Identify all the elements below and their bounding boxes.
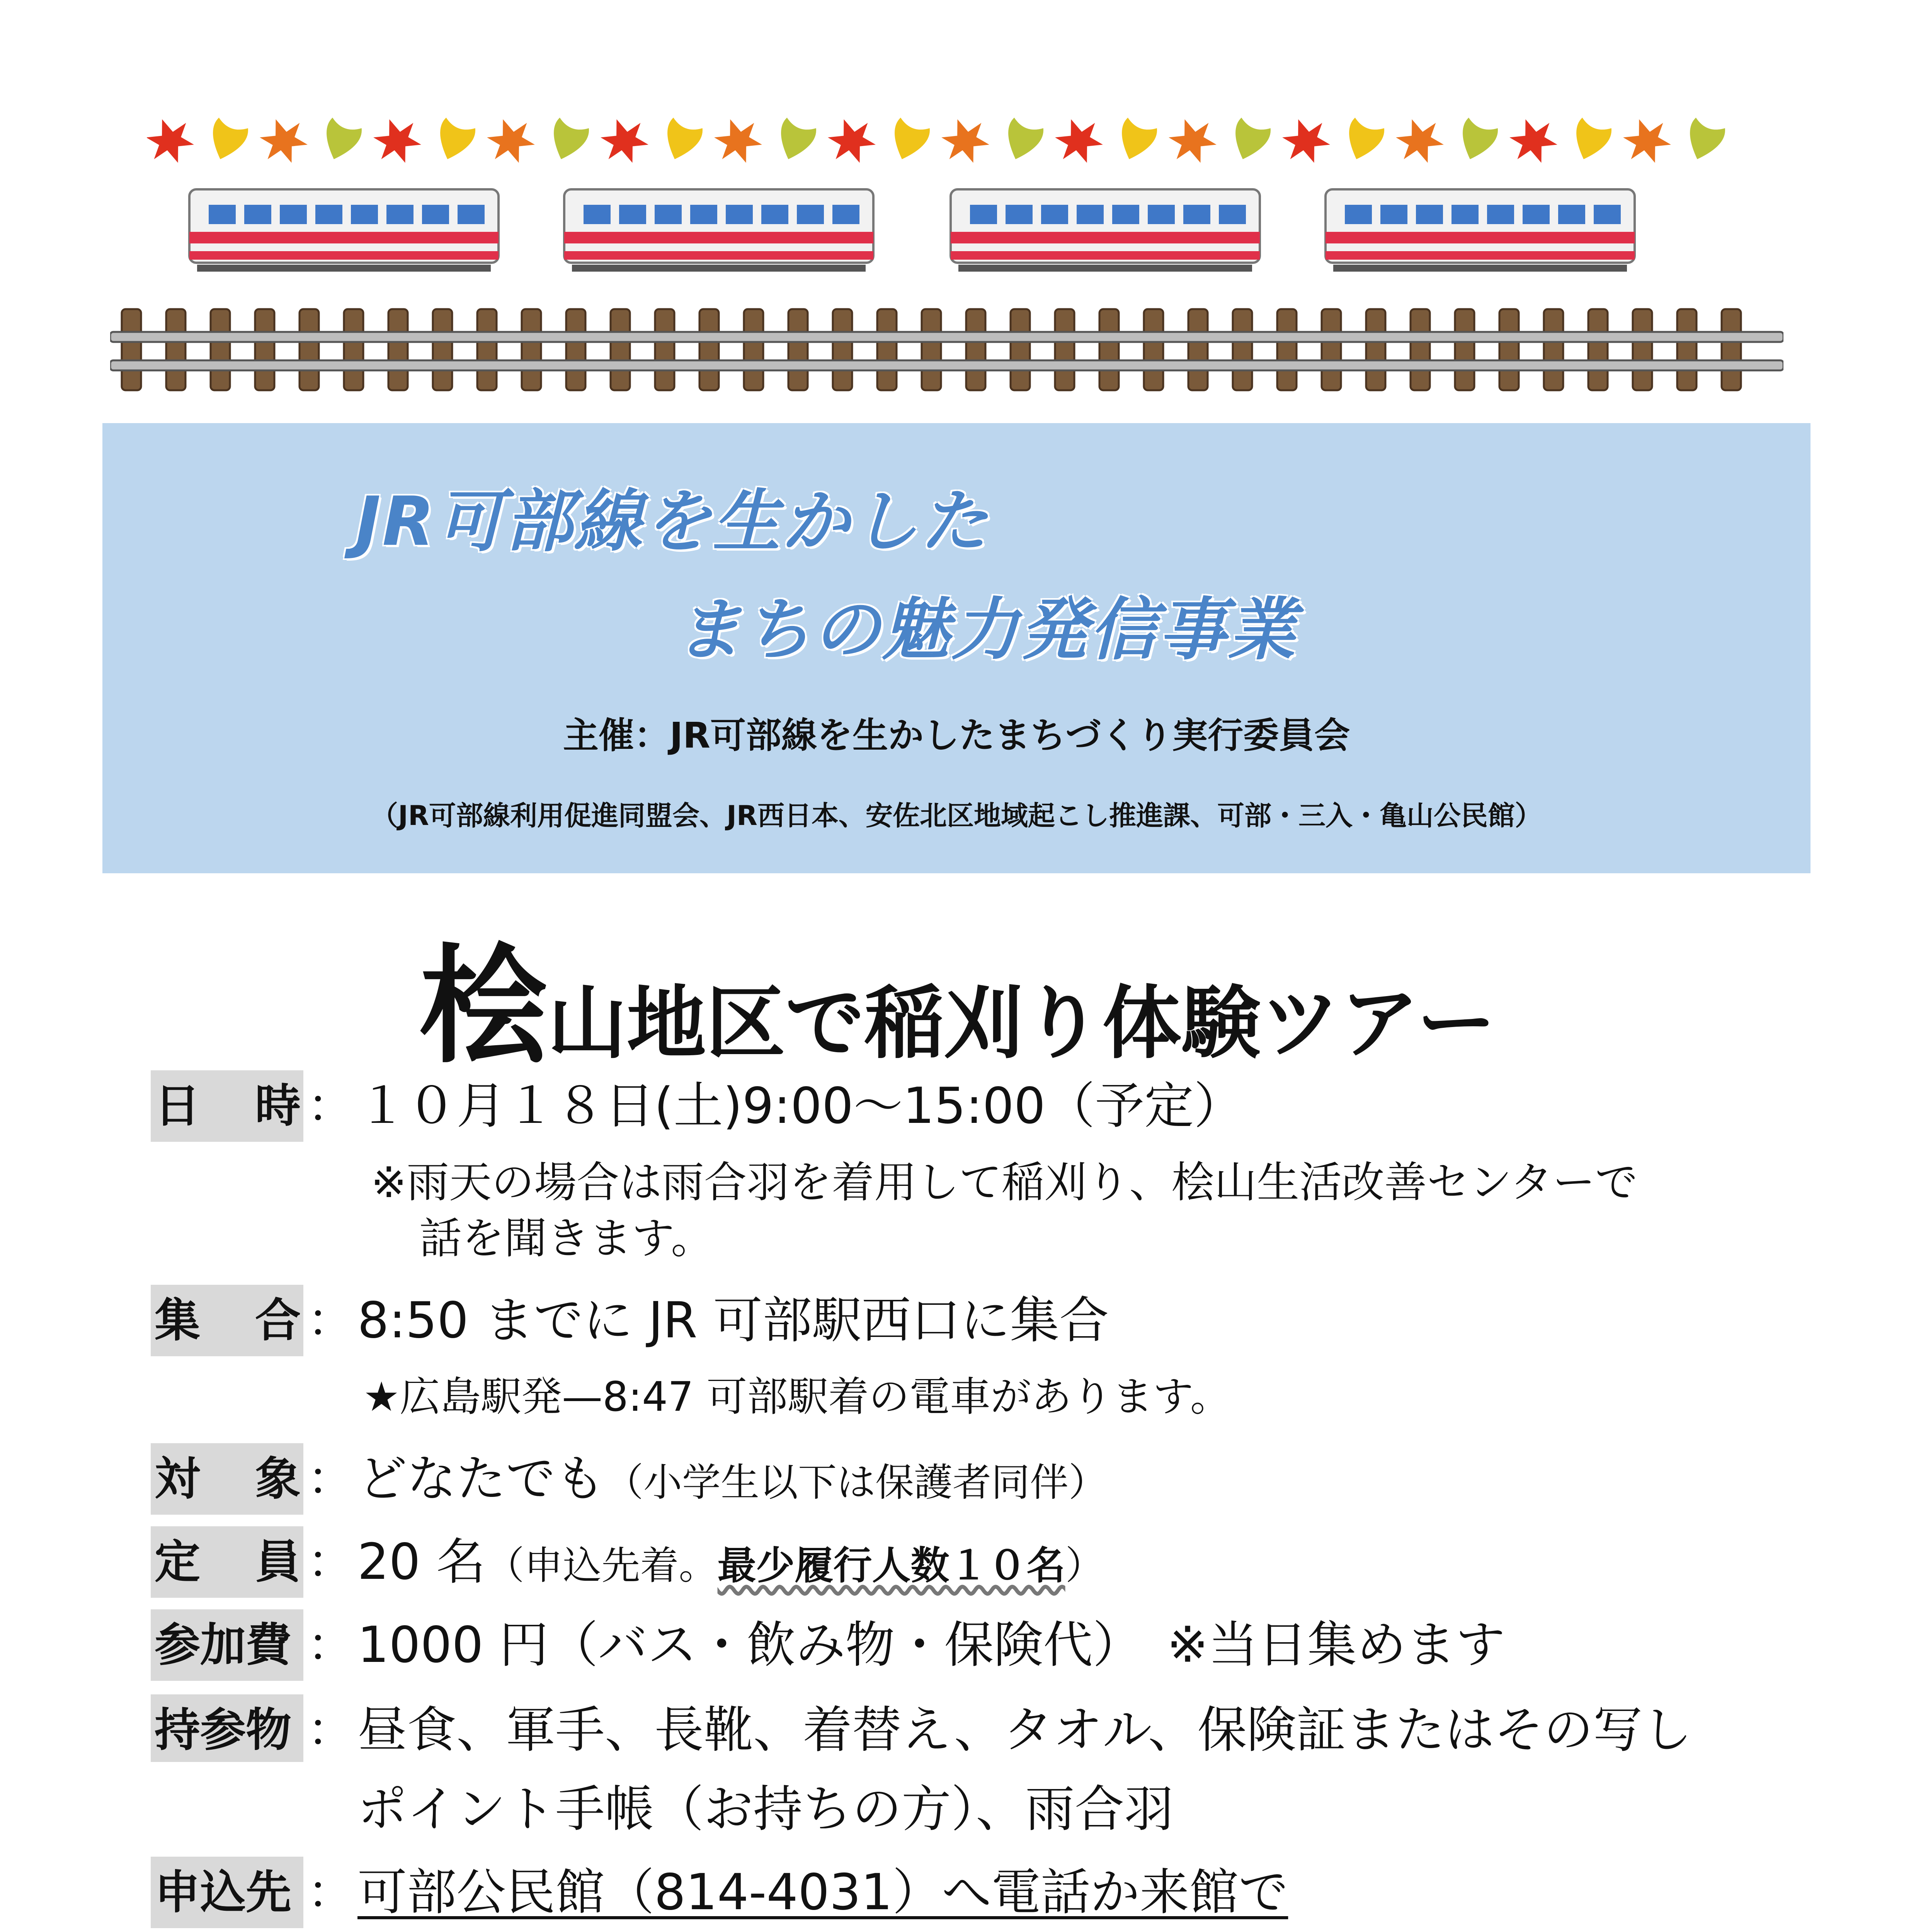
leaf-icon bbox=[1392, 112, 1448, 170]
leaf-icon bbox=[545, 117, 591, 165]
leaf-icon bbox=[147, 112, 198, 170]
rain-note-cont: 話を聞きます。 bbox=[419, 1214, 714, 1263]
colon: ： bbox=[307, 1294, 354, 1347]
train-illustration bbox=[947, 182, 1264, 274]
date-value: １０月１８日(土)9:00～15:00（予定） bbox=[357, 1077, 1244, 1135]
leaf-icon bbox=[1454, 117, 1500, 165]
capacity-value: 20 名（申込先着。最少履行人数１０名） bbox=[357, 1533, 1104, 1591]
target-value: どなたでも（小学生以下は保護者同伴） bbox=[357, 1450, 1108, 1508]
label-target: 対 象 bbox=[151, 1443, 303, 1515]
label-capacity: 定 員 bbox=[151, 1526, 303, 1598]
leaf-icon bbox=[1113, 117, 1159, 165]
leaf-icon bbox=[659, 117, 704, 165]
leaf-icon bbox=[1619, 112, 1675, 170]
meet-value: 8:50 までに JR 可部駅西口に集合 bbox=[357, 1292, 1109, 1349]
label-items: 持参物 bbox=[151, 1694, 303, 1762]
leaf-icon bbox=[431, 117, 477, 165]
leaf-icon bbox=[597, 112, 652, 170]
fee-value: 1000 円（バス・飲み物・保険代） ※当日集めます bbox=[357, 1616, 1505, 1674]
colon: ： bbox=[307, 1618, 354, 1672]
leaf-icon bbox=[1227, 117, 1273, 165]
leaf-icon bbox=[886, 117, 932, 165]
colon: ： bbox=[307, 1079, 354, 1133]
event-title bbox=[0, 904, 1916, 1087]
autumn-leaves-decoration bbox=[147, 108, 1731, 174]
leaf-icon bbox=[1506, 112, 1561, 170]
title-rest: 山地区で稲刈り体験ツアー bbox=[548, 978, 1496, 1070]
leaf-icon bbox=[256, 112, 311, 170]
colon: ： bbox=[307, 1866, 354, 1919]
leaf-icon bbox=[710, 112, 766, 170]
leaf-icon bbox=[824, 112, 880, 170]
leaf-icon bbox=[1681, 117, 1727, 165]
header-banner bbox=[102, 423, 1811, 873]
member-organizations: （JR可部線利用促進同盟会、JR西日本、安佐北区地域起こし推進課、可部・三入・亀山公民館） bbox=[371, 800, 1542, 832]
project-title-line2: まちの魅力発信事業 bbox=[674, 591, 1297, 669]
label-meet: 集 合 bbox=[151, 1285, 303, 1356]
apply-value: 可部公民館（814-4031）へ電話か来館で bbox=[357, 1864, 1288, 1921]
label-date: 日 時 bbox=[151, 1070, 303, 1142]
leaf-icon bbox=[1051, 112, 1107, 170]
colon: ： bbox=[307, 1535, 354, 1589]
leaf-icon bbox=[938, 112, 993, 170]
leaf-icon bbox=[999, 117, 1045, 165]
rain-note: ※雨天の場合は雨合羽を着用して稲刈り、桧山生活改善センターで bbox=[371, 1158, 1638, 1207]
leaf-icon bbox=[204, 117, 250, 165]
leaf-icon bbox=[1165, 112, 1220, 170]
items-value-line2: ポイント手帳（お持ちの方）、雨合羽 bbox=[357, 1781, 1174, 1838]
sponsor-text: 主催：JR可部線を生かしたまちづくり実行委員会 bbox=[563, 715, 1350, 756]
label-fee: 参加費 bbox=[151, 1609, 303, 1681]
railway-track-top bbox=[110, 305, 1783, 394]
leaf-icon bbox=[772, 117, 818, 165]
leaf-icon bbox=[369, 112, 425, 170]
train-illustration bbox=[560, 182, 877, 274]
title-big-char: 桧 bbox=[420, 932, 548, 1081]
colon: ： bbox=[307, 1703, 354, 1757]
train-note: ★広島駅発—8:47 可部駅着の電車があります。 bbox=[363, 1373, 1231, 1420]
leaf-icon bbox=[1278, 112, 1334, 170]
project-title-line1: JR可部線を生かした bbox=[356, 483, 989, 561]
colon: ： bbox=[307, 1452, 354, 1506]
label-apply: 申込先 bbox=[151, 1857, 303, 1928]
train-illustration bbox=[185, 182, 502, 274]
leaf-icon bbox=[1567, 117, 1613, 165]
train-illustration bbox=[1322, 182, 1639, 274]
leaf-icon bbox=[1340, 117, 1386, 165]
items-value-line1: 昼食、軍手、長靴、着替え、タオル、保険証またはその写し bbox=[357, 1701, 1692, 1759]
leaf-icon bbox=[483, 112, 539, 170]
leaf-icon bbox=[318, 117, 364, 165]
